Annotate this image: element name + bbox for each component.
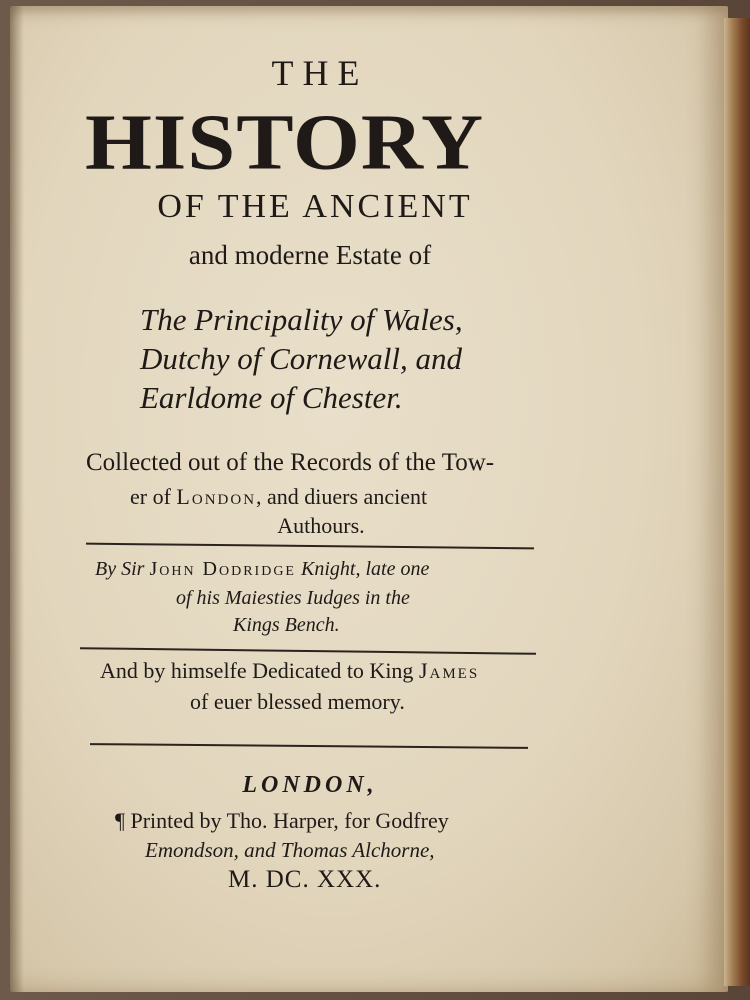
collected-line-2-london: London xyxy=(176,484,257,509)
dedication-line-1 xyxy=(100,658,479,684)
title-history: HISTORY xyxy=(85,97,485,187)
imprint-line-1: ¶ Printed by Tho. Harper, for Godfrey xyxy=(115,808,449,833)
author-name: John Dodridge xyxy=(149,558,296,580)
author-line-1 xyxy=(95,558,429,581)
imprint-year: M. DC. XXX. xyxy=(228,866,382,893)
collected-line-2-post: , and diuers ancient xyxy=(256,484,428,509)
title-modern-estate: and moderne Estate of xyxy=(188,240,432,270)
collected-line-2 xyxy=(130,484,427,510)
spine-shadow xyxy=(10,6,24,992)
imprint-city: LONDON, xyxy=(242,772,378,798)
subject-line-1: The Principality of Wales, xyxy=(140,302,463,337)
title-of-the-ancient: OF THE ANCIENT xyxy=(157,188,473,225)
author-line-1-pre: By Sir xyxy=(95,558,150,580)
dedication-king-name: James xyxy=(418,658,480,683)
page-fore-edge xyxy=(724,18,750,986)
title-the: THE xyxy=(271,53,369,93)
subject-line-3: Earldome of Chester. xyxy=(140,380,403,415)
dedication-line-1-pre: And by himselfe Dedicated to King xyxy=(100,658,419,683)
author-line-2: of his Maiesties Iudges in the xyxy=(176,587,410,609)
subject-line-2: Dutchy of Cornewall, and xyxy=(140,341,463,376)
dedication-line-2: of euer blessed memory. xyxy=(190,689,405,714)
imprint-line-2: Emondson, and Thomas Alchorne, xyxy=(145,838,435,862)
collected-line-2-pre: er of xyxy=(130,484,177,509)
author-line-1-post: Knight, late one xyxy=(296,558,430,580)
collected-line-1: Collected out of the Records of the Tow- xyxy=(86,449,495,476)
author-line-3: Kings Bench. xyxy=(233,614,340,636)
collected-line-3: Authours. xyxy=(277,513,365,538)
